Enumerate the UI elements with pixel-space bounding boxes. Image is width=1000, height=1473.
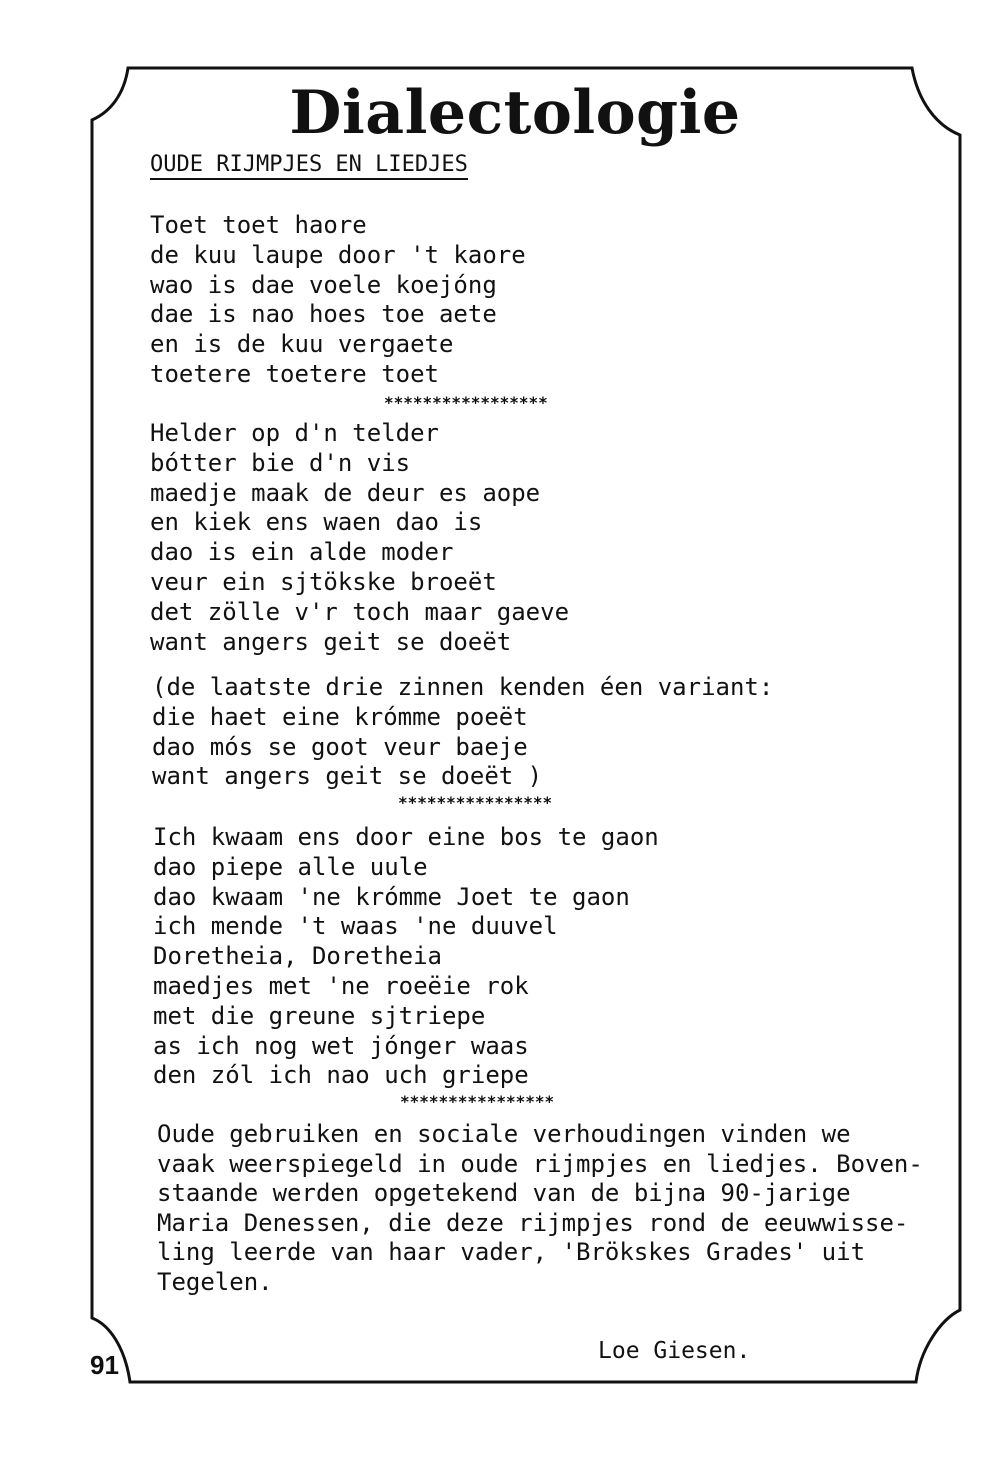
rhyme-toet-toet: Toet toet haore de kuu laupe door 't kaore wao is dae voele koejóng dae is nao hoes toe aete en is de kuu vergaete toetere toetere toet: [150, 211, 526, 388]
separator-stars: ****************: [400, 1092, 555, 1111]
rhyme-variant-note: (de laatste drie zinnen kenden éen variant: die haet eine krómme poeët dao mós se goot veur baeje want angers geit se doeët ): [152, 673, 774, 791]
page-number: 91: [90, 1350, 119, 1380]
rhyme-ich-kwaam: Ich kwaam ens door eine bos te gaon dao piepe alle uule dao kwaam 'ne krómme Joet te gaon ich mende 't waas 'ne duuvel Doretheia, Doretheia maedjes met 'ne roeëie rok met die greune sjtriepe as ich nog wet jónger waas den zól ich nao uch griepe: [153, 823, 659, 1090]
section-subheading: OUDE RIJMPJES EN LIEDJES: [150, 152, 468, 180]
rhyme-helder-op: Helder op d'n telder bótter bie d'n vis maedje maak de deur es aope en kiek ens waen dao is dao is ein alde moder veur ein sjtökske broeët det zölle v'r toch maar gaeve want angers geit se doeët: [150, 419, 570, 656]
commentary-paragraph: Oude gebruiken en sociale verhoudingen vinden we vaak weerspiegeld in oude rijmpjes en liedjes. Boven- staande werden opgetekend van de bijna 90-jarige Maria Denessen, die deze rijmpjes rond de eeuwwisse- ling leerde van haar vader, 'Brökskes Grades' uit Tegelen.: [157, 1120, 923, 1296]
page-title: Dialectologie: [289, 78, 741, 148]
separator-stars: ****************: [398, 793, 553, 812]
author-signature: Loe Giesen.: [598, 1338, 751, 1364]
separator-stars: *****************: [384, 393, 548, 412]
